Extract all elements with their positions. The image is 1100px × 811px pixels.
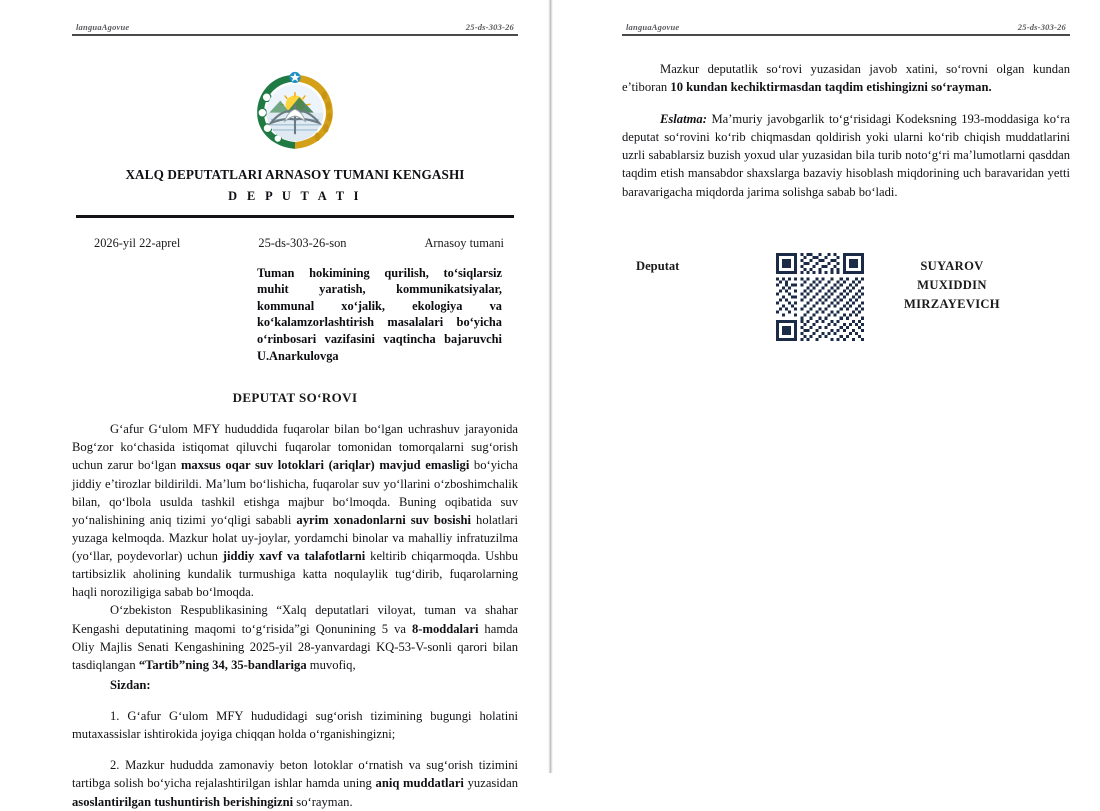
title-divider <box>76 215 514 218</box>
running-header-left-text: languaAgovue <box>626 22 680 32</box>
page-left <box>0 0 550 809</box>
item2-bold-tushuntirish: asoslantirilgan tushuntirish berishingizni <box>72 794 294 809</box>
p1-bold-lotoklar: maxsus oqar suv lotoklari (ariqlar) mavjud emasligi <box>180 458 470 473</box>
header-rule <box>72 34 518 36</box>
eslatma-label: Eslatma: <box>660 111 707 126</box>
signatory-name <box>904 253 1000 314</box>
running-header-right-text: 25-ds-303-26 <box>1017 22 1066 32</box>
qr-code-icon[interactable] <box>776 253 864 341</box>
signature-role-label: Deputat <box>636 258 680 273</box>
document-meta-row <box>72 236 518 251</box>
p2-part-e: muvofiq, <box>306 657 356 672</box>
p1-part-e: holatlari yuzaga kelmoqda. Mazkur holat uy-joylar, yordamchi binolar va mahalliy infratuzilma (yo‘llar, poydevorlar) uchun <box>72 512 518 564</box>
item2-part-a: 2. Mazkur hududda zamonaviy beton lotoklar o‘rnatish va sug‘orish tizimini tartibga solish bo‘yicha rejalashtirilgan ishlar hamda uning <box>72 758 518 791</box>
uzbekistan-state-emblem-icon <box>252 68 338 154</box>
p2-bold-tartib: “Tartib”ning 34, 35-bandlariga <box>138 657 307 672</box>
page-gutter-divider <box>548 0 553 773</box>
p1-bold-suv-bosishi: ayrim xonadonlarni suv bosishi <box>296 512 472 527</box>
p1-bold-xavf: jiddiy xavf va talafotlarni <box>222 549 366 564</box>
signatory-name-line-1: SUYAROV <box>920 258 984 273</box>
signatory-name-line-3: MIRZAYEVICH <box>904 296 1000 311</box>
page-right <box>550 0 1100 773</box>
item2-part-e: so‘rayman. <box>293 794 353 809</box>
response-deadline-paragraph <box>622 60 1070 97</box>
eslatma-text: Ma’muriy javobgarlik to‘g‘risidagi Kodeksning 193-moddasiga ko‘ra deputat so‘rovini ko‘rib chiqmasdan qoldirish yoki ularni ko‘rib chiqish muddatlarini uzrli sabablarsiz buzish yoxud ular yuzasidan bila turib noto‘g‘ri ma’lumotlarni qasddan taqdim etish mansabdor shaxslarga bazaviy hisoblash miqdorining uch baravaridan yetti baravarigacha miqdorda jarima solishga sabab bo‘ladi. <box>622 111 1070 199</box>
p2-part-c: hamda Oliy Majlis Senati Kengashining 2025-yil 28-yanvardagi KQ-53-V-sonli qarori bilan tasdiqlangan <box>72 621 519 672</box>
emblem-container <box>72 68 518 159</box>
document-heading: DEPUTAT SO‘ROVI <box>232 390 358 406</box>
rp1-part-a: Mazkur deputatlik so‘rovi yuzasidan javob xatini, so‘rovni olgan kundan e’tiboran <box>622 62 1070 95</box>
organization-title: XALQ DEPUTATLARI ARNASOY TUMANI KENGASHI <box>125 167 465 182</box>
p1-part-g: keltirib chiqarmoqda. Ushbu tartibsizlik aholining kundalik turmushiga katta noqulaylik tug‘dirib, fuqarolarning haqli noroziligiga sabab bo‘lmoqda. <box>72 549 518 600</box>
request-item-2 <box>72 756 518 810</box>
item2-part-c: yuzasidan <box>463 776 518 791</box>
eslatma-paragraph <box>622 110 1070 201</box>
running-header-right-page <box>622 22 1070 46</box>
document-district: Arnasoy tumani <box>424 235 504 250</box>
signature-block <box>622 253 1070 341</box>
document-number: 25-ds-303-26-son <box>258 235 347 250</box>
addressee-block: Tuman hokimining qurilish, to‘siqlarsiz muhit yaratish, kommunikatsiyalar, kommunal xo‘jalik, ekologiya va ko‘kalamzorlashtirish masalalari bo‘yicha o‘rinbosari vazifasini vaqtincha bajaruvchi U.Anarkulovga <box>257 265 502 363</box>
header-rule <box>622 34 1070 36</box>
signatory-name-line-2: MUXIDDIN <box>917 277 987 292</box>
p2-part-a: O‘zbekiston Respublikasining “Xalq deputatlari viloyat, tuman va shahar Kengashi deputatining maqomi to‘g‘risida”gi Qonunining 5 va <box>72 603 518 636</box>
p1-part-c: bo‘yicha jiddiy e’tirozlar bildirildi. Ma’lum bo‘lishicha, fuqarolar suv yo‘llarini o‘zboshimchalik bilan, qo‘lbola usulda tashkil etishga majbur bo‘lmoqda. Buning oqibatida suv yo‘nalishining aniq tizimi yo‘qligi sababli <box>72 458 518 527</box>
p1-part-a: G‘afur G‘ulom MFY hududdida fuqarolar bilan bo‘lgan uchrashuv jarayonida Bog‘zor ko‘chasida istiqomat qiluvchi fuqarolar tomonidan tomorqalarni sug‘orish uchun zarur bo‘lgan <box>72 422 518 473</box>
paragraph-1 <box>72 420 518 601</box>
document-body-left <box>72 420 518 811</box>
running-header-right-text: 25-ds-303-26 <box>465 22 514 32</box>
rp1-bold-deadline: 10 kundan kechiktirmasdan taqdim etishingizni so‘rayman. <box>670 80 992 95</box>
document-date: 2026-yil 22-aprel <box>94 235 181 250</box>
organization-subtitle: D E P U T A T I <box>228 189 362 203</box>
document-body-right <box>622 60 1070 201</box>
running-header-left-text: languaAgovue <box>76 22 130 32</box>
p2-bold-moddalari: 8-moddalari <box>411 621 479 636</box>
sizdan-label: Sizdan: <box>110 677 151 692</box>
item2-bold-muddatlari: aniq muddatlari <box>375 776 464 791</box>
request-item-1: 1. G‘afur G‘ulom MFY hududidagi sug‘orish tizimining bugungi holatini mutaxassislar ishtirokida joyiga chiqqan holda o‘rganishingizni; <box>72 709 518 742</box>
running-header-left-page <box>72 22 518 46</box>
paragraph-2 <box>72 601 518 674</box>
